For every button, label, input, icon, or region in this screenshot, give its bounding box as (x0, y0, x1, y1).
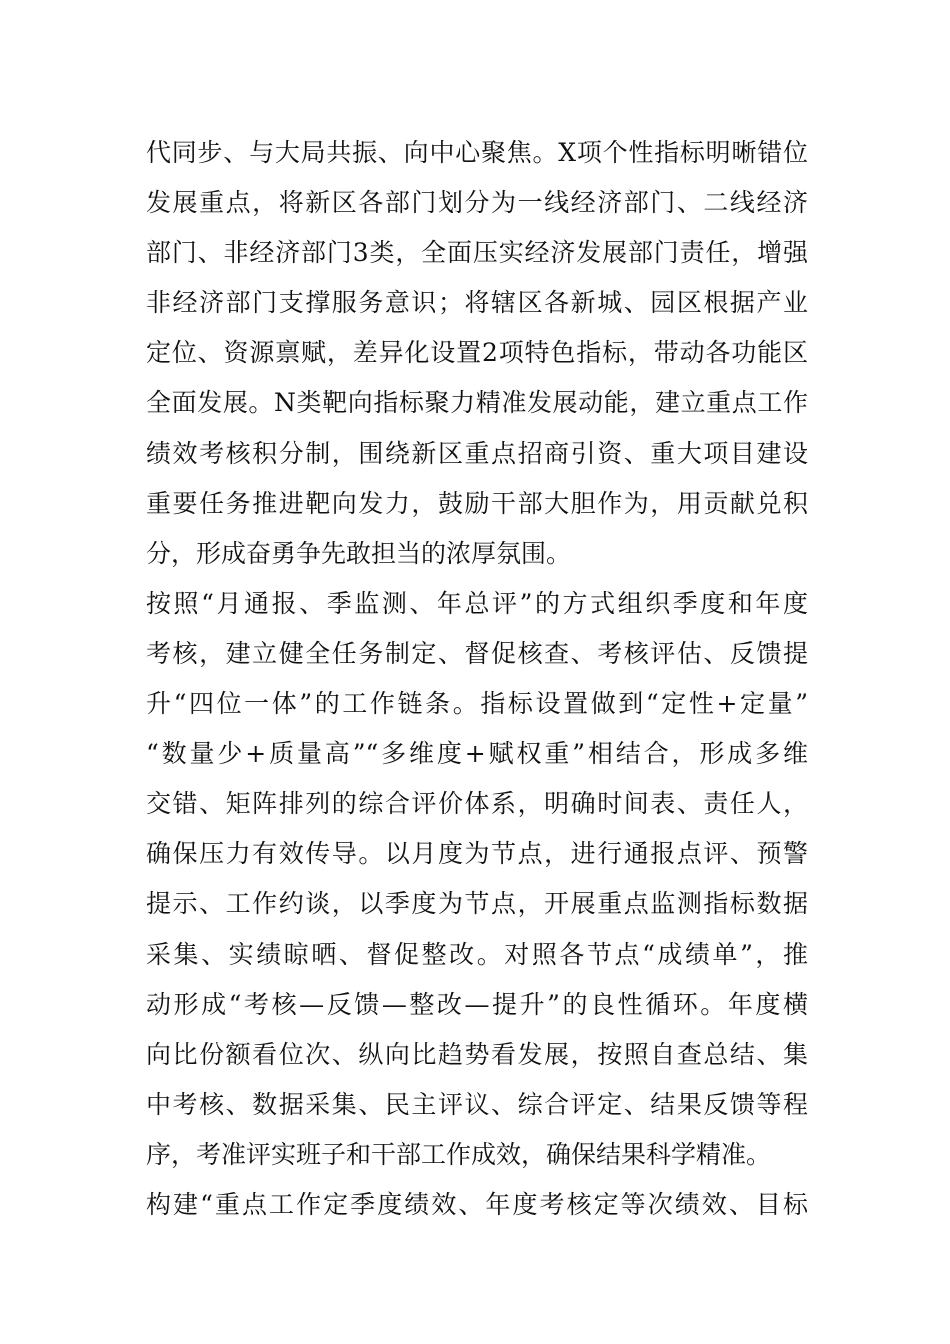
text-line: 构建“重点工作定季度绩效、年度考核定等次绩效、目标 (146, 1189, 808, 1219)
text-line: 分，形成奋勇争先敢担当的浓厚氛围。 (146, 538, 572, 568)
text-line: 全面发展。N类靶向指标聚力精准发展动能，建立重点工作 (146, 388, 808, 418)
text-line: 代同步、与大局共振、向中心聚焦。X项个性指标明晰错位 (146, 138, 808, 167)
text-line: 定位、资源禀赋，差异化设置2项特色指标，带动各功能区 (146, 338, 808, 368)
text-line: 向比份额看位次、纵向比趋势看发展，按照自查总结、集 (146, 1039, 808, 1069)
text-line: 动形成“考核—反馈—整改—提升”的良性循环。年度横 (146, 989, 808, 1019)
text-line: 绩效考核积分制，围绕新区重点招商引资、重大项目建设 (146, 438, 808, 468)
text-line: 非经济部门支撑服务意识；将辖区各新城、园区根据产业 (146, 288, 808, 318)
text-line: 按照“月通报、季监测、年总评”的方式组织季度和年度 (146, 588, 808, 618)
text-line: 确保压力有效传导。以月度为节点，进行通报点评、预警 (146, 839, 808, 869)
body-text (146, 128, 808, 1230)
text-line: 考核，建立健全任务制定、督促核查、考核评估、反馈提 (146, 638, 808, 668)
text-line: 采集、实绩晾晒、督促整改。对照各节点“成绩单”，推 (146, 939, 808, 969)
text-line: 提示、工作约谈，以季度为节点，开展重点监测指标数据 (146, 889, 808, 919)
text-line: 序，考准评实班子和干部工作成效，确保结果科学精准。 (146, 1139, 772, 1169)
text-line: 交错、矩阵排列的综合评价体系，明确时间表、责任人， (146, 789, 808, 819)
text-line: 重要任务推进靶向发力，鼓励干部大胆作为，用贡献兑积 (146, 488, 808, 518)
text-line: 中考核、数据采集、民主评议、综合评定、结果反馈等程 (146, 1089, 808, 1119)
text-line: 发展重点，将新区各部门划分为一线经济部门、二线经济 (146, 188, 808, 218)
text-line: “数量少+质量高”“多维度+赋权重”相结合，形成多维 (146, 739, 808, 769)
text-line: 升“四位一体”的工作链条。指标设置做到“定性+定量” (146, 689, 808, 719)
text-line: 部门、非经济部门3类，全面压实经济发展部门责任，增强 (146, 238, 808, 268)
